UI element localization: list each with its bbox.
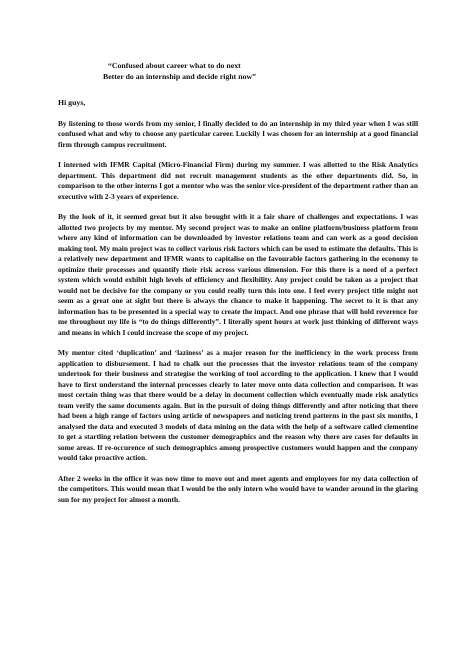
paragraph-1: By listening to those words from my senior, I finally decided to do an internship in my third year when I was still confused what and why to choose any particular career. Luckily I was chosen for an internship at a good financial firm through campus recruitment.	[58, 118, 418, 149]
opening-quote	[103, 60, 418, 82]
paragraph-3: By the look of it, it seemed great but it also brought with it a fair share of challenges and expectations. I was allotted two projects by my mentor. My second project was to make an online platform/business platform from where any kind of information can be downloaded by investor relations team and can work as a good decision making tool. My main project was to collect various risk factors which can be used to estimate the defaults. This is a relatively new department and IFMR wants to capitalise on the favourable factors gathering in the economy to optimize their processes and quantify their risk across various dimension. For this there is a need of a perfect system which would exhibit high levels of efficiency and flexibility. Any project could be taken as a project that would not be decisive for the company or you could really turn this into one. I feel every project title might not seem as a great one at sight but there is always the chance to make it happening. The secret to it is that any information has to be presented in a special way to create the impact. And one phrase that will hold reverence for me throughout my life is “to do things differently”. I literally spent hours at work just thinking of different ways and means in which I could increase the scope of my project.	[58, 212, 418, 337]
paragraph-4: My mentor cited ‘duplication’ and ‘laziness’ as a major reason for the inefficiency in the work process from application to disbursement. I had to chalk out the processes that the investor relations team of the company undertook for their business and strategise the working of tool according to the application. I knew that I would have to first understand the internal processes clearly to later move onto data collection and comparison. It was most certain thing was that there would be a delay in document collection which eventually made risk analytics team verify the same documents again. But in the pursuit of doing things differently and after noticing that there had been a high range of factors using article of newspapers and noticing trend patterns in the past six months, I analysed the data and executed 3 models of data mining on the data with the help of a software called clementine to get a startling relation between the customer demographics and the reason why there are cases for defaults in some areas. If re-occurence of such demographics among prospective customers would happen and the company would take proactive action.	[58, 348, 418, 462]
quote-line-2: Better do an internship and decide right now”	[103, 72, 256, 81]
greeting: Hi guys,	[58, 98, 86, 107]
quote-line-1: “Confused about career what to do next	[108, 61, 241, 70]
document-body	[58, 60, 418, 505]
paragraph-2: I interned with IFMR Capital (Micro-Financial Firm) during my summer. I was allotted to the Risk Analytics department. This department did not recruit management students as the other departments did. So, in comparison to the other interns I got a mentor who was the senior vice-president of the department rather than an executive with 2-3 years of experience.	[58, 160, 418, 201]
paragraph-5: After 2 weeks in the office it was now time to move out and meet agents and employees for my data collection of the competitors. This would mean that I would be the only intern who would have to wander around in the glaring sun for my project for almost a month.	[58, 473, 418, 504]
